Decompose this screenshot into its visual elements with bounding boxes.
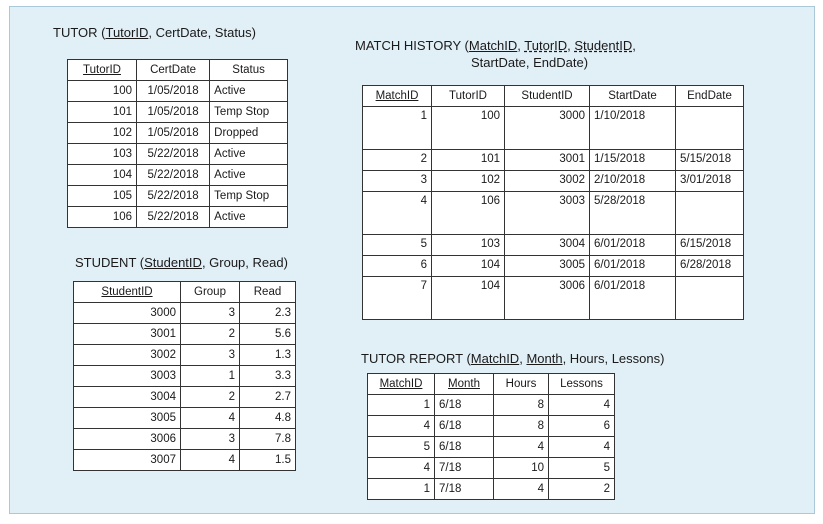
table-cell: 1 (363, 107, 432, 150)
match-title-fk-tutorid: TutorID (524, 38, 568, 53)
report-body (368, 395, 615, 500)
table-row (363, 235, 744, 256)
table-cell: 3003 (505, 192, 590, 235)
report-col-hours: Hours (494, 374, 549, 395)
match-col-studentid: StudentID (505, 86, 590, 107)
table-cell: 3/01/2018 (676, 171, 744, 192)
report-title-key-matchid: MatchID (470, 351, 520, 366)
tutor-col-status: Status (210, 60, 288, 81)
table-cell: 102 (432, 171, 505, 192)
match-title-sep1: , (517, 38, 525, 53)
table-row (68, 123, 288, 144)
table-cell: 100 (68, 81, 137, 102)
table-cell: 103 (432, 235, 505, 256)
match-col-matchid: MatchID (363, 86, 432, 107)
table-cell: 3005 (505, 256, 590, 277)
table-cell: 4 (494, 479, 549, 500)
match-title-fk-studentid: StudentID (574, 38, 633, 53)
table-cell: 4 (181, 408, 240, 429)
match-title-sep2: , (567, 38, 575, 53)
table-cell (676, 107, 744, 150)
table-cell: 106 (432, 192, 505, 235)
table-row (368, 479, 615, 500)
table-cell: 4 (368, 458, 435, 479)
table-cell: 4 (549, 437, 615, 458)
table-cell: Active (210, 81, 288, 102)
table-row (74, 450, 296, 471)
match-header-row (363, 86, 744, 107)
tutor-table-title (53, 25, 256, 41)
table-cell: 5 (549, 458, 615, 479)
table-cell: 5/28/2018 (590, 192, 676, 235)
table-row (363, 107, 744, 150)
table-cell: Temp Stop (210, 102, 288, 123)
tutor-title-suffix: , CertDate, Status) (148, 25, 256, 40)
table-cell: 102 (68, 123, 137, 144)
table-cell: 105 (68, 186, 137, 207)
table-cell: 2 (549, 479, 615, 500)
table-cell: 2 (181, 387, 240, 408)
table-cell: 4.8 (240, 408, 296, 429)
table-cell: 3004 (74, 387, 181, 408)
table-cell: 106 (68, 207, 137, 228)
student-col-studentid: StudentID (74, 282, 181, 303)
table-cell: Dropped (210, 123, 288, 144)
table-row (74, 387, 296, 408)
table-cell: 101 (432, 150, 505, 171)
table-row (363, 277, 744, 320)
student-col-group: Group (181, 282, 240, 303)
table-cell: 6/18 (435, 437, 494, 458)
table-cell: 3 (181, 345, 240, 366)
student-table (73, 281, 296, 471)
match-title-suffix: , (632, 38, 636, 53)
table-cell: 4 (368, 416, 435, 437)
table-cell: 2 (363, 150, 432, 171)
match-body (363, 107, 744, 320)
report-title-sep: , (519, 351, 527, 366)
table-row (368, 437, 615, 458)
table-row (74, 429, 296, 450)
table-cell: 3002 (505, 171, 590, 192)
table-cell: 104 (432, 277, 505, 320)
table-cell: 6 (549, 416, 615, 437)
table-cell: 3003 (74, 366, 181, 387)
table-row (363, 171, 744, 192)
table-cell: 6/15/2018 (676, 235, 744, 256)
table-cell: 4 (549, 395, 615, 416)
table-cell (676, 277, 744, 320)
tutor-header-row (68, 60, 288, 81)
table-cell: 4 (363, 192, 432, 235)
table-cell: 100 (432, 107, 505, 150)
student-body (74, 303, 296, 471)
match-col-tutorid: TutorID (432, 86, 505, 107)
table-cell: 2.7 (240, 387, 296, 408)
student-title-suffix: , Group, Read) (201, 255, 288, 270)
table-row (68, 102, 288, 123)
table-cell: 3002 (74, 345, 181, 366)
table-row (68, 186, 288, 207)
table-cell: 3006 (74, 429, 181, 450)
tutor-title-key: TutorID (105, 25, 149, 40)
table-cell: 6/18 (435, 395, 494, 416)
report-col-matchid: MatchID (368, 374, 435, 395)
table-cell: 6/01/2018 (590, 277, 676, 320)
table-cell: 4 (494, 437, 549, 458)
table-cell: 7/18 (435, 479, 494, 500)
table-cell: 3004 (505, 235, 590, 256)
table-cell: 1 (368, 395, 435, 416)
match-history-title-line2: StartDate, EndDate) (471, 55, 589, 70)
table-cell: 104 (432, 256, 505, 277)
table-cell: 3001 (505, 150, 590, 171)
table-cell: 3 (181, 429, 240, 450)
table-cell: 3000 (74, 303, 181, 324)
table-cell: 5/22/2018 (137, 165, 210, 186)
table-cell: 6/18 (435, 416, 494, 437)
table-cell: 1 (181, 366, 240, 387)
table-cell: 5 (363, 235, 432, 256)
student-table-title (75, 255, 288, 271)
table-cell: 5/22/2018 (137, 207, 210, 228)
table-row (368, 416, 615, 437)
match-history-table (362, 85, 744, 320)
table-cell: 1/10/2018 (590, 107, 676, 150)
table-cell: 101 (68, 102, 137, 123)
table-row (74, 303, 296, 324)
report-title-suffix: , Hours, Lessons) (562, 351, 665, 366)
table-cell: 3005 (74, 408, 181, 429)
table-cell: 4 (181, 450, 240, 471)
table-cell: 7 (363, 277, 432, 320)
student-col-read: Read (240, 282, 296, 303)
table-cell: 3 (363, 171, 432, 192)
table-cell: 7/18 (435, 458, 494, 479)
table-row (363, 150, 744, 171)
tutor-title-prefix: TUTOR ( (53, 25, 106, 40)
tutor-report-table (367, 373, 615, 500)
table-row (363, 256, 744, 277)
table-row (68, 207, 288, 228)
table-row (68, 144, 288, 165)
table-cell: 8 (494, 395, 549, 416)
tutor-col-certdate: CertDate (137, 60, 210, 81)
match-col-startdate: StartDate (590, 86, 676, 107)
table-cell: 3 (181, 303, 240, 324)
table-row (368, 458, 615, 479)
tutor-table (67, 59, 288, 228)
student-title-prefix: STUDENT ( (75, 255, 145, 270)
table-row (74, 324, 296, 345)
table-cell: 1/05/2018 (137, 123, 210, 144)
table-cell: 3007 (74, 450, 181, 471)
table-cell: 3000 (505, 107, 590, 150)
table-cell: 3006 (505, 277, 590, 320)
table-row (68, 81, 288, 102)
table-cell: Active (210, 165, 288, 186)
table-cell: 1.5 (240, 450, 296, 471)
table-cell: 1/05/2018 (137, 81, 210, 102)
table-cell: 2 (181, 324, 240, 345)
table-cell: 1 (368, 479, 435, 500)
table-cell: 6/01/2018 (590, 235, 676, 256)
table-cell: 5 (368, 437, 435, 458)
table-cell: Active (210, 207, 288, 228)
match-title-key: MatchID (468, 38, 518, 53)
table-cell: Active (210, 144, 288, 165)
table-cell: 1.3 (240, 345, 296, 366)
table-cell: 2/10/2018 (590, 171, 676, 192)
table-cell: 3.3 (240, 366, 296, 387)
table-row (74, 366, 296, 387)
table-cell: 1/15/2018 (590, 150, 676, 171)
table-row (74, 345, 296, 366)
student-title-key: StudentID (144, 255, 202, 270)
table-row (368, 395, 615, 416)
table-cell: 6/01/2018 (590, 256, 676, 277)
table-cell: 6/28/2018 (676, 256, 744, 277)
tutor-col-tutorid: TutorID (68, 60, 137, 81)
report-col-month: Month (435, 374, 494, 395)
report-col-lessons: Lessons (549, 374, 615, 395)
table-row (74, 408, 296, 429)
table-cell: 104 (68, 165, 137, 186)
table-row (363, 192, 744, 235)
table-cell: 3001 (74, 324, 181, 345)
report-header-row (368, 374, 615, 395)
report-title-key-month: Month (526, 351, 563, 366)
match-col-enddate: EndDate (676, 86, 744, 107)
table-cell: 5.6 (240, 324, 296, 345)
table-row (68, 165, 288, 186)
student-header-row (74, 282, 296, 303)
table-cell (676, 192, 744, 235)
table-cell: 2.3 (240, 303, 296, 324)
table-cell: 5/22/2018 (137, 186, 210, 207)
table-cell: 1/05/2018 (137, 102, 210, 123)
match-title-prefix: MATCH HISTORY ( (355, 38, 469, 53)
tutor-body (68, 81, 288, 228)
report-title-prefix: TUTOR REPORT ( (361, 351, 471, 366)
table-cell: 5/22/2018 (137, 144, 210, 165)
table-cell: 10 (494, 458, 549, 479)
table-cell: 7.8 (240, 429, 296, 450)
match-history-title (355, 38, 636, 54)
table-cell: Temp Stop (210, 186, 288, 207)
table-cell: 5/15/2018 (676, 150, 744, 171)
table-cell: 103 (68, 144, 137, 165)
tutor-report-title (361, 351, 664, 367)
table-cell: 6 (363, 256, 432, 277)
table-cell: 8 (494, 416, 549, 437)
